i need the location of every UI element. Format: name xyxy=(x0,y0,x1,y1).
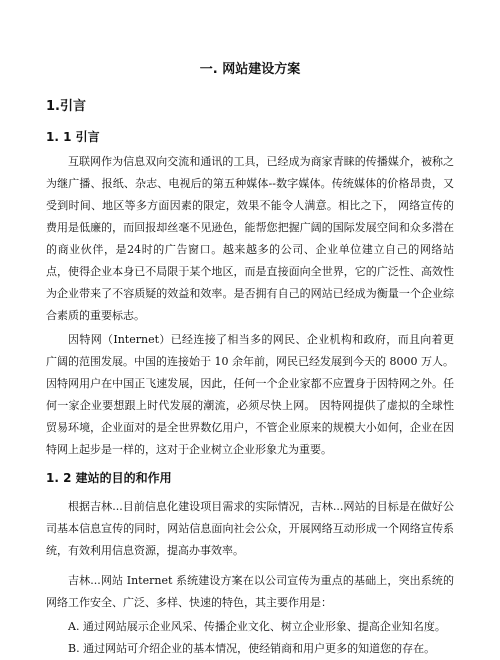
section-1-1-paragraph-1: 互联网作为信息双向交流和通讯的工具，已经成为商家青睐的传播媒介，被称之为继广播、报纸、杂志、电视后的第五种媒体--数字媒体。传统媒体的价格昂贵，又受到时间、地区等多方面因素的限定，效果不能令人满意。相比之下， 网络宣传的费用是低廉的，而回报却丝毫不见逊色，能帮您把握广阔的国际发展空间和众多潜在的商业伙伴，是24时的广告窗口。越来越多的公司、企业单位建立自己的网络站点，使得企业本身已不局限于某个地区，而是直接面向全世界，它的广泛性、高效性为企业带来了不容质疑的效益和效率。是否拥有自己的网站已经成为衡量一个企业综合素质的重要标志。 xyxy=(46,155,454,322)
section-1-2-heading: 1. 2 建站的目的和作用 xyxy=(46,471,172,485)
document-title: 一. 网站建设方案 xyxy=(199,62,301,77)
section-1-2-paragraph-2: 吉林...网站 Internet 系统建设方案在以公司宣传为重点的基础上，突出系统的网络工作安全、广泛、多样、快速的特色，其主要作用是： xyxy=(46,574,454,609)
section-1-2-list-item-b: B. 通过网站可介绍企业的基本情况，使经销商和用户更多的知道您的存在。 xyxy=(68,642,436,655)
section-1-1-paragraph-2: 因特网（Internet）已经连接了相当多的网民、企业机构和政府，而且向着更广阔的范围发展。中国的连接始于 10 余年前，网民已经发展到今天的 8000 万人。因特网用户在中国正飞速发展，因此，任何一个企业家都不应置身于因特网之外。任何一家企业要想跟上时代发展的潮流，必须尽快上网。 因特网提供了虚拟的全球性贸易环境，企业面对的是全世界数亿用户，不管企业原来的规模大小如何，企业在因特网上起步是一样的，这对于企业树立企业形象尤为重要。 xyxy=(46,333,454,456)
section-1-heading: 1.引言 xyxy=(46,99,86,114)
section-1-2-paragraph-1: 根据吉林...目前信息化建设项目需求的实际情况，吉林...网站的目标是在做好公司基本信息宣传的同时，网站信息面向社会公众，开展网络互动形成一个网络宣传系统，有效利用信息资源，提高办事效率。 xyxy=(46,500,454,557)
section-1-1-heading: 1. 1 引言 xyxy=(46,130,100,144)
section-1-2-list-item-a: A. 通过网站展示企业风采、传播企业文化、树立企业形象、提高企业知名度。 xyxy=(68,620,446,633)
